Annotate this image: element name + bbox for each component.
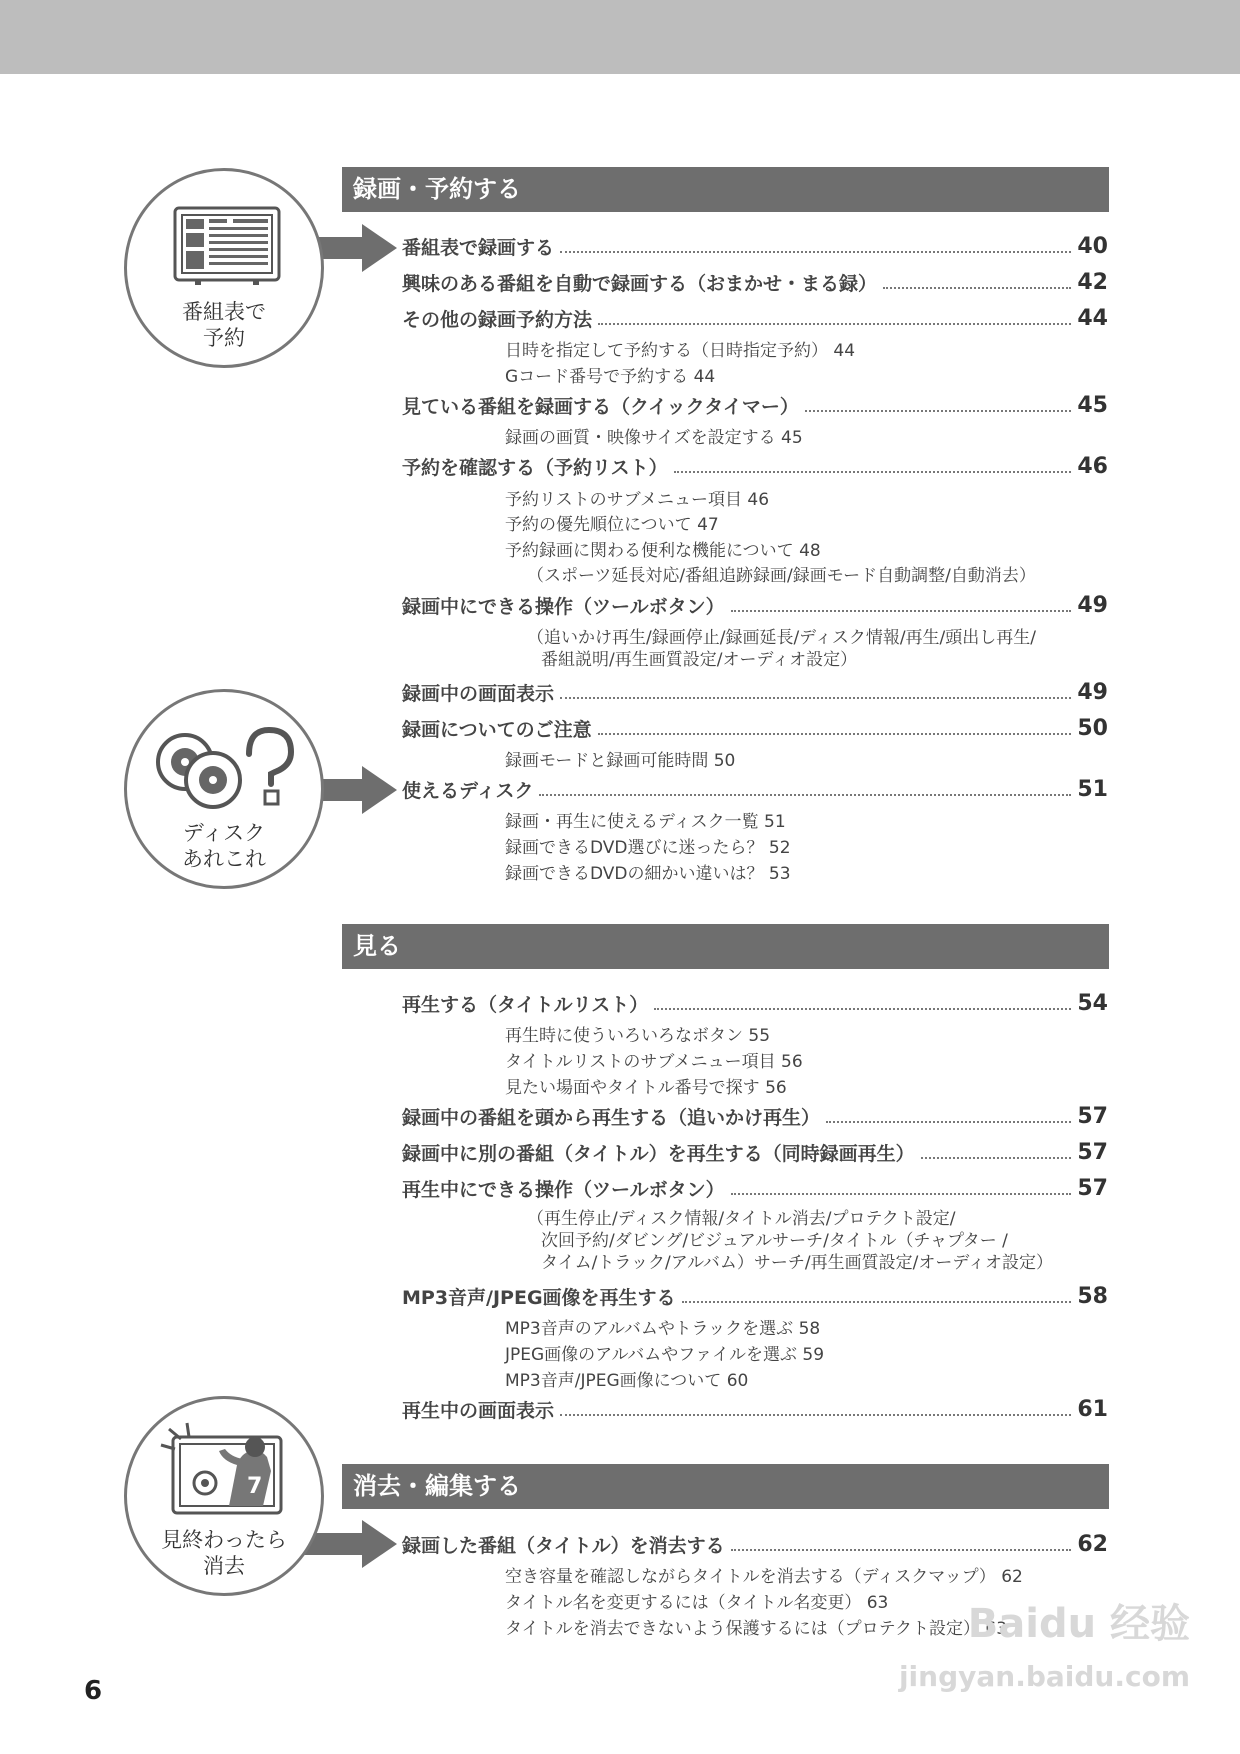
toc-entry[interactable] xyxy=(402,677,1108,707)
entry-title: 使えるディスク xyxy=(402,779,534,802)
entry-page: 42 xyxy=(1077,269,1108,295)
dot-leader xyxy=(560,1414,1071,1416)
toc-entry[interactable] xyxy=(402,451,1108,481)
delete-after-view-badge xyxy=(124,1396,324,1596)
entry-page: 58 xyxy=(1077,1283,1108,1309)
entry-title: 録画中の番組を頭から再生する（追いかけ再生） xyxy=(402,1106,821,1129)
badge-caption: ディスク xyxy=(182,821,266,845)
toc-subentry[interactable]: 録画モードと録画可能時間 50 xyxy=(505,751,736,771)
entry-title: 録画中にできる操作（ツールボタン） xyxy=(402,595,725,618)
entry-page: 44 xyxy=(1077,305,1108,331)
entry-title: 番組表で録画する xyxy=(402,236,555,259)
toc-entry[interactable] xyxy=(402,713,1108,743)
entry-page: 49 xyxy=(1077,679,1108,705)
toc-entry[interactable] xyxy=(402,1394,1108,1424)
toc-subentry-detail: タイム/トラック/アルバム）サーチ/再生画質設定/オーディオ設定） xyxy=(541,1253,1053,1273)
dot-leader xyxy=(539,794,1071,796)
dot-leader xyxy=(598,323,1071,325)
toc-entry[interactable] xyxy=(402,1173,1108,1203)
entry-page: 62 xyxy=(1077,1531,1108,1557)
entry-title: その他の録画予約方法 xyxy=(402,308,593,331)
dot-leader xyxy=(731,1193,1072,1195)
toc-subentry[interactable]: 予約リストのサブメニュー項目 46 xyxy=(505,490,770,510)
toc-subentry[interactable]: 空き容量を確認しながらタイトルを消去する（ディスクマップ） 62 xyxy=(505,1567,1023,1587)
disc-question-icon xyxy=(153,724,303,814)
toc-subentry[interactable]: MP3音声のアルバムやトラックを選ぶ 58 xyxy=(505,1319,821,1339)
tv-guide-icon xyxy=(173,206,281,286)
badge-caption: 消去 xyxy=(203,1554,245,1578)
entry-page: 50 xyxy=(1077,715,1108,741)
dot-leader xyxy=(560,697,1071,699)
guide-reserve-badge xyxy=(124,168,324,368)
entry-title: 再生する（タイトルリスト） xyxy=(402,993,649,1016)
toc-entry[interactable] xyxy=(402,1281,1108,1311)
toc-subentry[interactable]: 再生時に使ういろいろなボタン 55 xyxy=(505,1026,771,1046)
section-header-recording: 録画・予約する xyxy=(342,167,1109,212)
entry-page: 57 xyxy=(1077,1139,1108,1165)
entry-page: 51 xyxy=(1077,776,1108,802)
entry-title: 再生中の画面表示 xyxy=(402,1399,555,1422)
badge-caption: 番組表で xyxy=(182,300,266,324)
toc-subentry[interactable]: MP3音声/JPEG画像について 60 xyxy=(505,1371,749,1391)
top-band xyxy=(0,0,1240,74)
toc-entry[interactable] xyxy=(402,1137,1108,1167)
section-header-editing: 消去・編集する xyxy=(342,1464,1109,1509)
toc-subentry-detail: （スポーツ延長対応/番組追跡録画/録画モード自動調整/自動消去） xyxy=(527,566,1036,586)
page-number: 6 xyxy=(84,1676,103,1706)
dot-leader xyxy=(682,1301,1072,1303)
dot-leader xyxy=(805,410,1071,412)
entry-page: 46 xyxy=(1077,453,1108,479)
entry-title: 録画中の画面表示 xyxy=(402,682,555,705)
toc-entry[interactable] xyxy=(402,390,1108,420)
toc-entry[interactable] xyxy=(402,1101,1108,1131)
toc-subentry[interactable]: タイトル名を変更するには（タイトル名変更） 63 xyxy=(505,1593,889,1613)
toc-entry[interactable] xyxy=(402,231,1108,261)
toc-subentry[interactable]: タイトルリストのサブメニュー項目 56 xyxy=(505,1052,803,1072)
toc-subentry[interactable]: 予約録画に関わる便利な機能について 48 xyxy=(505,541,821,561)
toc-subentry[interactable]: JPEG画像のアルバムやファイルを選ぶ 59 xyxy=(505,1345,825,1365)
svg-text:7: 7 xyxy=(247,1474,263,1499)
toc-subentry[interactable]: 見たい場面やタイトル番号で探す 56 xyxy=(505,1078,787,1098)
dot-leader xyxy=(921,1157,1072,1159)
toc-subentry[interactable]: 日時を指定して予約する（日時指定予約） 44 xyxy=(505,341,856,361)
toc-subentry[interactable]: 予約の優先順位について 47 xyxy=(505,515,719,535)
toc-subentry[interactable]: 録画の画質・映像サイズを設定する 45 xyxy=(505,428,803,448)
toc-subentry-detail: 番組説明/再生画質設定/オーディオ設定） xyxy=(541,650,858,670)
dot-leader xyxy=(883,287,1071,289)
watermark-logo: Baidu 经验 xyxy=(967,1601,1190,1647)
watermark-url: jingyan.baidu.com xyxy=(898,1660,1190,1693)
toc-subentry-detail: （再生停止/ディスク情報/タイトル消去/プロテクト設定/ xyxy=(527,1209,956,1229)
toc-subentry-detail: 次回予約/ダビング/ビジュアルサーチ/タイトル（チャプター / xyxy=(541,1231,1008,1251)
entry-title: 興味のある番組を自動で録画する（おまかせ・まる録） xyxy=(402,272,878,295)
dot-leader xyxy=(731,1549,1072,1551)
entry-title: 予約を確認する（予約リスト） xyxy=(402,456,668,479)
toc-entry[interactable] xyxy=(402,774,1108,804)
dot-leader xyxy=(598,733,1072,735)
entry-page: 57 xyxy=(1077,1103,1108,1129)
toc-subentry[interactable]: Gコード番号で予約する 44 xyxy=(505,367,716,387)
dot-leader xyxy=(731,610,1072,612)
dot-leader xyxy=(826,1121,1071,1123)
disc-info-badge xyxy=(124,689,324,889)
entry-title: 再生中にできる操作（ツールボタン） xyxy=(402,1178,725,1201)
toc-subentry[interactable]: 録画・再生に使えるディスク一覧 51 xyxy=(505,812,786,832)
dot-leader xyxy=(674,471,1072,473)
entry-page: 61 xyxy=(1077,1396,1108,1422)
dot-leader xyxy=(560,251,1071,253)
toc-entry[interactable] xyxy=(402,303,1108,333)
toc-subentry[interactable]: 録画できるDVDの細かい違いは？ 53 xyxy=(505,864,791,884)
entry-page: 57 xyxy=(1077,1175,1108,1201)
entry-title: 録画についてのご注意 xyxy=(402,718,592,741)
toc-entry[interactable] xyxy=(402,1529,1108,1559)
badge-caption: 見終わったら xyxy=(161,1528,287,1552)
toc-subentry-detail: （追いかけ再生/録画停止/録画延長/ディスク情報/再生/頭出し再生/ xyxy=(527,628,1037,648)
entry-title: MP3音声/JPEG画像を再生する xyxy=(402,1286,676,1309)
entry-title: 見ている番組を録画する（クイックタイマー） xyxy=(402,395,799,418)
badge-caption: 予約 xyxy=(203,326,245,350)
entry-page: 45 xyxy=(1077,392,1108,418)
toc-subentry[interactable]: 録画できるDVD選びに迷ったら？ 52 xyxy=(505,838,791,858)
badge-caption: あれこれ xyxy=(182,847,266,871)
section-header-viewing: 見る xyxy=(342,924,1109,969)
entry-page: 40 xyxy=(1077,233,1108,259)
toc-entry[interactable] xyxy=(402,590,1108,620)
toc-entry[interactable] xyxy=(402,988,1108,1018)
tv-soccer-icon xyxy=(159,1421,289,1521)
entry-title: 録画中に別の番組（タイトル）を再生する（同時録画再生） xyxy=(402,1142,915,1165)
entry-page: 54 xyxy=(1077,990,1108,1016)
entry-title: 録画した番組（タイトル）を消去する xyxy=(402,1534,725,1557)
entry-page: 49 xyxy=(1077,592,1108,618)
toc-entry[interactable] xyxy=(402,267,1108,297)
toc-subentry[interactable]: タイトルを消去できないよう保護するには（プロテクト設定） 63 xyxy=(505,1619,1008,1639)
dot-leader xyxy=(654,1008,1071,1010)
